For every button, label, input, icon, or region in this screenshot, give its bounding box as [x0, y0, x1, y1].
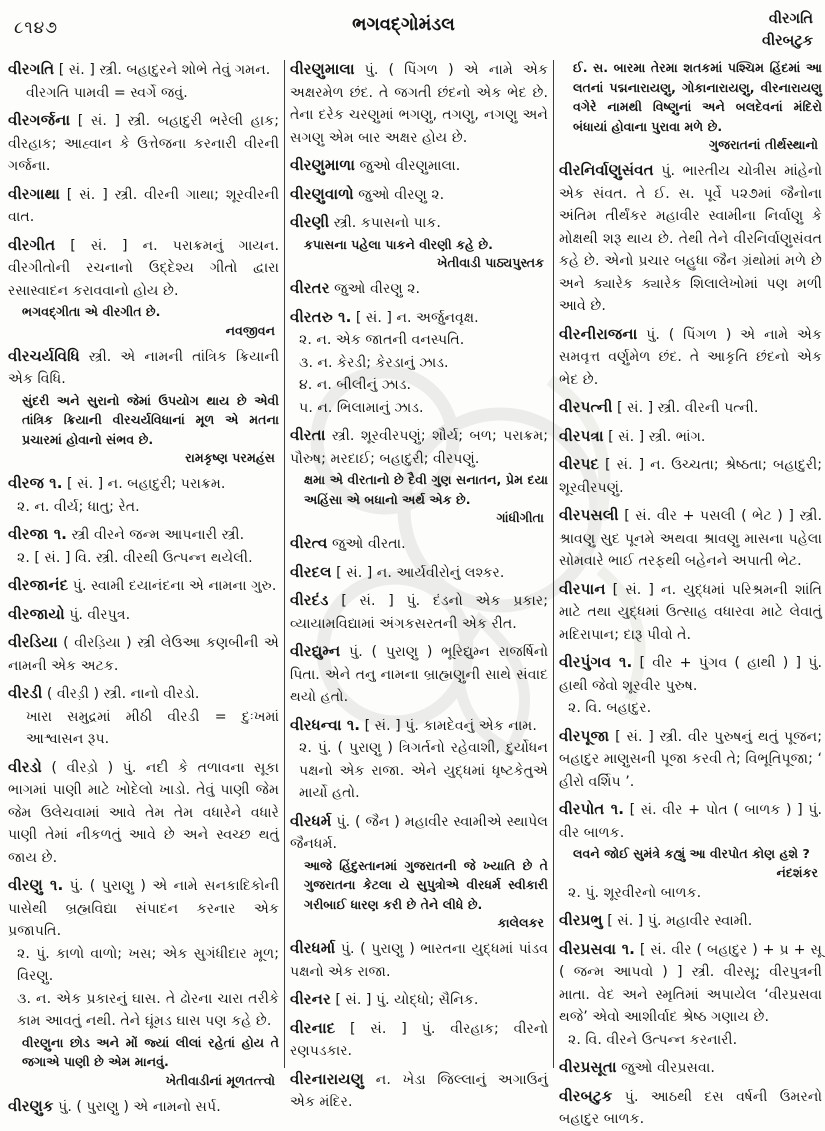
- page-body: [0, 54, 825, 1127]
- dictionary-entry: [290, 810, 548, 933]
- dictionary-entry: [290, 1017, 548, 1063]
- entry-sense: ૨. વિ. વીરને ઉત્પન્ન કરનારી.: [568, 1031, 738, 1048]
- entry-headword: વીરપાન: [559, 579, 606, 598]
- entry-headword: વીરજ ૧.: [8, 474, 63, 492]
- entry-headword: વીરજા ૧.: [8, 525, 67, 543]
- entry-definition: વીરણુ ૧. પું. ( પુરાણુ ) એ નામે સનકાદિકોની પાસેથી બ્રહ્મવિદ્યા સંપાદન કરનાર એક પ્રજાપતિ.: [8, 876, 279, 939]
- dictionary-entry: [559, 396, 822, 420]
- column-2: [290, 58, 549, 1110]
- entry-sense: ૨. વિ. બહાદુર.: [568, 700, 652, 716]
- page-number: ૮૧૪૭: [14, 18, 59, 38]
- entry-definition: વીરડો ( વીરડ઼ો ) પું. નદી કે તળાવના સૂકા ભાગમાં પાણી માટે ખોદેલો ખાડો. તેવું પાણી જેમ જેમ ઉલેચવામાં આવે તેમ તેમ વધારેને વધારે પાણી તેમાં નીકળતું આવે છે અને સ્વચ્છ થતું જાય છે.: [8, 757, 279, 866]
- dictionary-entry: [559, 425, 822, 449]
- entry-definition: વીરજાનંદ પું. સ્વામી દયાનંદના એ નામના ગુરુ.: [8, 576, 277, 594]
- entry-sense: ૨. [ સં. ] વિ. સ્ત્રી. વીરથી ઉત્પન્ન થયેલી.: [17, 549, 253, 566]
- entry-definition: વીરનારાયણુ ન. ખેડા જિલ્લાનું અગાઉનું એક મંદિર.: [290, 1069, 548, 1110]
- dictionary-entry: [290, 1068, 548, 1114]
- quote-source: નવજીવન: [225, 322, 275, 338]
- dictionary-entry: [559, 909, 822, 933]
- dictionary-entry: [559, 1085, 822, 1131]
- entry-definition: વીરપાન [ સં. ] ન. યુદ્ધમાં પરિશ્રમની શાંતિ માટે તથા યુદ્ધમાં ઉત્સાહ વધારવા માટે લેવાતું મદિરાપાન; દારૂ પીવો તે.: [559, 579, 822, 643]
- quote-source: ગુજરાતનાં તીર્થસ્થાનો: [708, 137, 818, 152]
- entry-headword: વીરપ્રસવા ૧.: [559, 939, 635, 958]
- entry-headword: વીરનીરાજના: [559, 324, 638, 343]
- entry-headword: વીરત્વ: [290, 534, 328, 552]
- entry-definition: વીરધર્મ પું. ( જૈન ) મહાવીર સ્વામીએ સ્થાપેલ જૈનધર્મ.: [290, 811, 548, 852]
- entry-headword: વીરધર્મ: [290, 811, 332, 830]
- entry-definition: વીરનિર્વાણુસંવત પું. ભારતીય ચોત્રીસ માંહેનો એક સંવત. તે ઈ. સ. પૂર્વે ૫૨૭માં જૈનોના અંતિમ તીર્થંકર મહાવીર સ્વામીના નિર્વાણુ કે મોક્ષથી શરૂ થાય છે. તેથી તેને વીરનિર્વાણુસંવત કહે છે. એનો પ્રચાર બહુધા જૈન ગ્રંથોમાં મળે છે અને ક્યારેક ક્યારેક શિલાલેખોમાં પણ મળી આવે છે.: [559, 161, 822, 314]
- entry-headword: વીરજાનંદ: [8, 576, 69, 594]
- column-3: [559, 58, 823, 1127]
- entry-definition: વીરડિયા ( વીરડ઼િયા ) સ્ત્રી લેઉઆ કણબીની એ નામની એક અટક.: [8, 633, 279, 674]
- entry-quote: ભગવદ્ગીતા એ વીરગીત છે.: [22, 304, 161, 319]
- entry-definition: વીરગતિ [ સં. ] સ્ત્રી. બહાદુરને શોભે તેવું ગમન.: [8, 60, 271, 78]
- entry-definition: વીરજ ૧. [ સં. ] ન. બહાદુરી; પરાક્રમ.: [8, 474, 226, 492]
- entry-definition: વીરતા સ્ત્રી. શૂરવીરપણું; શૌર્ય; બળ; પરાક્રમ; પૌરુષ; મરદાઈ; બહાદુરી; વીરપણું.: [290, 426, 548, 467]
- dictionary-entry: [559, 1056, 822, 1080]
- quote-source: રામકૃષ્ણ પરમહંસ: [185, 450, 275, 465]
- dictionary-entry: [559, 323, 822, 392]
- entry-definition: વીરપોત ૧. [ સં. વીર + પોત ( બાળક ) ] પું. વીર બાળક.: [559, 800, 822, 841]
- dictionary-entry: [559, 578, 822, 647]
- entry-definition: વીરણુક પું. ( પુરાણુ ) એ નામનો સર્પ.: [8, 1096, 221, 1115]
- dictionary-entry: [8, 109, 279, 178]
- entry-quote: સુંદરી અને સુરાનો જેમાં ઉપયોગ થાય છે એવી તાંત્રિક ક્રિયાની વીરચર્યવિધાનાં મૂળ એ મતના પ્રચારમાં હોવાનો સંભવ છે.: [22, 392, 279, 447]
- quote-source: ખેતીવાડી પાઠ્યપુસ્તક: [437, 255, 544, 270]
- dictionary-entry: [559, 651, 822, 720]
- dictionary-entry: [8, 1095, 279, 1119]
- dictionary-entry: [290, 58, 548, 149]
- entry-quote: વીરણુના છોડ અને મોં જ્યાં લીલાં રહેતાં હોય તે જગાએ પાણી છે એમ માનવું.: [22, 1034, 279, 1069]
- entry-definition: વીરગાથા [ સં. ] સ્ત્રી. વીરની ગાથા; શૂરવીરની વાત.: [8, 184, 280, 225]
- dictionary-entry: [290, 714, 548, 805]
- entry-headword: વીરનર: [290, 990, 331, 1008]
- entry-headword: વીરપ્રભુ: [559, 911, 603, 929]
- entry-headword: વીરપત્ની: [559, 398, 613, 416]
- dictionary-entry: [290, 532, 548, 556]
- entry-definition: વીરધર્મા પું. ( પુરાણુ ) ભારતના યુદ્ધમાં પાંડવ પક્ષનો એક રાજા.: [290, 939, 548, 980]
- dictionary-entry: [290, 424, 548, 527]
- entry-definition: વીરતરુ ૧. [ સં. ] ન. અર્જુનવૃક્ષ.: [290, 307, 479, 326]
- entry-definition: વીરણુવાળો જુઓ વીરણુ ૨.: [290, 184, 445, 203]
- entry-quote: લવને જોઈ સુમંત્રે કહ્યું આ વીરપોત કોણ હશે ?: [573, 846, 810, 861]
- dictionary-entry: [8, 874, 279, 1090]
- entry-definition: વીરગર્જના [ સં. ] સ્ત્રી. બહાદુરી ભરેલી હાક; વીરહાક; આહ્વાન કે ઉત્તેજના કરનારી વીરની ગર્જના.: [8, 111, 279, 174]
- dictionary-entry: [290, 306, 548, 420]
- dictionary-entry: [290, 154, 548, 178]
- entry-sense: ૨. ન. એક જાતની વનસ્પતિ.: [299, 332, 465, 348]
- column-divider: [284, 60, 285, 1068]
- entry-headword: વીરચર્યવિધિ: [8, 346, 80, 365]
- dictionary-entry: [8, 234, 279, 340]
- entry-definition: વીરપુંગવ ૧. [ વીર + પુંગવ ( હાથી ) ] પું. હાથી જેવો શૂરવીર પુરુષ.: [559, 653, 823, 694]
- quote-source: ગાંધીગીતા: [496, 510, 544, 525]
- dictionary-entry: [8, 756, 279, 870]
- entry-headword: વીરદલ: [290, 562, 332, 581]
- entry-definition: વીરપ્રભુ [ સં. ] પું. મહાવીર સ્વામી.: [559, 911, 753, 929]
- entry-sense: ૨. ન. વીર્ય; ધાતુ; રેત.: [17, 498, 140, 515]
- dictionary-entry: [8, 183, 279, 229]
- entry-headword: વીરણુવાળો: [290, 184, 354, 203]
- quote-source: ખેતીવાડીનાં મૂળતત્ત્વો: [165, 1072, 275, 1088]
- dictionary-entry: [290, 988, 548, 1012]
- dictionary-entry: [290, 561, 548, 585]
- entry-definition: વીરગીત [ સં. ] ન. પરાક્રમનું ગાયન. વીરગીતોની રચનાનો ઉદ્દેશ્ય ગીતો દ્વારા રસાસ્વાદન કરાવવાનો હોય છે.: [8, 235, 279, 299]
- dictionary-entry: [8, 523, 279, 569]
- entry-definition: વીરડી ( વીરડ઼ી ) સ્ત્રી. નાનો વીરડો.: [8, 684, 200, 702]
- entry-sense: ૨. પું. શૂરવીરનો બાળક.: [568, 884, 702, 901]
- entry-definition: વીરધન્વા ૧. [ સં. ] પું. કામદેવનું એક નામ.: [290, 715, 537, 734]
- entry-definition: વીરપસલી [ સં. વીર + પસલી ( ભેટ ) ] સ્ત્રી. શ્રાવણુ સુદ પૂનમે અથવા શ્રાવણુ માસના પહેલા સોમવારે ભાઈ તરફથી બહેનને અપાતી ભેટ.: [559, 506, 822, 569]
- entry-sense: ૨. પું. ( પુરાણુ ) ત્રિગર્તનો રહેવાશી, દુર્યોધન પક્ષનો એક રાજા. એને યુદ્ધમાં ધૃષ્ટકેતુએ માર્યો હતો.: [299, 740, 548, 801]
- entry-definition: વીરચર્યવિધિ સ્ત્રી. એ નામની તાંત્રિક ક્રિયાની એક વિધિ.: [8, 346, 280, 387]
- dictionary-entry: [290, 183, 548, 207]
- entry-headword: વીરજાયો: [8, 604, 65, 623]
- entry-sense: ૨. પું. કાળો વાળો; ખસ; એક સુગંધીદાર મૂળ; વિરણુ.: [17, 945, 279, 984]
- entry-definition: વીરત્વ જુઓ વીરતા.: [290, 534, 406, 552]
- entry-headword: વીરગતિ: [8, 60, 55, 78]
- entry-headword: વીરનિર્વાણુસંવત: [559, 161, 654, 179]
- entry-sense: ૫. ન. ભિલામાનું ઝાડ.: [299, 399, 424, 416]
- entry-headword: વીરડો: [8, 757, 42, 776]
- entry-definition: વીરતર જુઓ વીરણુ ૨.: [290, 279, 421, 297]
- entry-headword: વીરપત્રા: [559, 426, 604, 445]
- entry-headword: વીરડિયા: [8, 633, 58, 651]
- entry-headword: વીરદ્યુમ્ન: [290, 642, 341, 660]
- entry-definition: વીરદ્યુમ્ન પું. ( પુરાણુ ) ભૂરિદ્યુમ્ન રાજર્ષિનો પિતા. એને તનુ નામના બ્રાહ્મણુની સાથે સંવાદ થયો હતો.: [290, 642, 548, 705]
- entry-headword: વીરણુ ૧.: [8, 876, 64, 894]
- entry-definition: વીરપૂજા [ સં. ] સ્ત્રી. વીર પુરુષનું થતું પૂજન; બહાદુર માણુસની પૂજા કરવી તે; વિભૂતિપૂજા; ‘ હીરો વર્શિપ ’.: [559, 726, 822, 790]
- entry-headword: વીરપ્રસૂતા: [559, 1058, 617, 1076]
- entry-headword: વીરપસલી: [559, 506, 619, 524]
- entry-sense: ૩. ન. કેરડી; કેરડાનું ઝાડ.: [299, 354, 449, 371]
- entry-quote: ક્ષમા એ વીરતાનો છે દૈવી ગુણ સનાતન, પ્રેમ દયા અહિંસા એ બધાનો અર્થ એક છે.: [304, 472, 548, 507]
- entry-headword: વીરધર્મા: [290, 939, 336, 957]
- entry-headword: વીરગીત: [8, 235, 56, 254]
- entry-definition: વીરપત્ની [ સં. ] સ્ત્રી. વીરની પત્ની.: [559, 398, 759, 416]
- dictionary-entry: [559, 798, 822, 904]
- column-divider: [553, 60, 554, 1068]
- dictionary-entry: [559, 938, 822, 1052]
- entry-headword: વીરનાદ: [290, 1018, 336, 1037]
- dictionary-entry: [8, 574, 279, 598]
- entry-headword: વીરગર્જના: [8, 111, 71, 129]
- entry-definition: વીરદંડ [ સં. ] પું. દંડનો એક પ્રકાર; વ્યાયામવિદ્યામાં અંગકસરતની એક રીત.: [290, 591, 549, 632]
- entry-definition: વીરજા ૧. સ્ત્રી વીરને જન્મ આપનારી સ્ત્રી.: [8, 525, 245, 543]
- entry-sense: ૪. ન. બીલીનું ઝાડ.: [299, 377, 412, 393]
- entry-headword: વીરધન્વા ૧.: [290, 715, 361, 734]
- entry-headword: વીરપદ: [559, 455, 600, 473]
- entry-quote: આજે હિંદુસ્તાનમાં ગુજરાતની જે ખ્યાતિ છે તે ગુજરાતના કેટલા યે સુપુત્રોએ વીરધર્મ સ્વીકારી ગરીબાઈ ધારણ કરી છે તેને લીધે છે.: [304, 857, 548, 912]
- dictionary-entry: [8, 345, 279, 468]
- entry-headword: વીરબટુક: [559, 1086, 613, 1105]
- dictionary-entry: [290, 277, 548, 301]
- dictionary-entry: [559, 453, 822, 499]
- entry-headword: વીરણુમાળા: [290, 156, 355, 174]
- dictionary-entry: [8, 472, 279, 518]
- entry-quote: કપાસના પહેલા પાકને વીરણી કહે છે.: [304, 236, 493, 252]
- entry-idiom: ખારા સમુદ્રમાં મીઠી વીરડી = દુઃખમાં આશ્વાસન રૂપ.: [26, 708, 279, 747]
- book-title: ભગવદ્ગોમંડલ: [352, 14, 455, 35]
- dictionary-entry: [290, 211, 548, 272]
- entry-headword: વીરપોત ૧.: [559, 800, 624, 818]
- guide-word-bottom: વીરબટુક: [762, 33, 813, 49]
- entry-headword: વીરણી: [290, 213, 330, 231]
- entry-headword: વીરનારાયણુ: [290, 1069, 364, 1088]
- entry-definition: વીરપ્રસવા ૧. [ સં. વીર ( બહાદુર ) + પ્ર + સૂ ( જન્મ આપવો ) ] સ્ત્રી. વીરસૂ; વીરપુત્રની માતા. વેદ અને સ્મૃતિમાં અપાયેલ ‘વીરપ્રસવા થજે’ એવો આશીર્વાદ શ્રેષ્ઠ ગણાય છે.: [559, 939, 823, 1025]
- entry-headword: વીરતા: [290, 426, 326, 444]
- dictionary-entry: [290, 640, 548, 709]
- dictionary-entry: [559, 725, 822, 794]
- dictionary-entry: [290, 589, 548, 635]
- quote-source: નંદશંકર: [776, 864, 818, 880]
- dictionary-entry: [8, 631, 279, 677]
- entry-headword: વીરણુમાલા: [290, 60, 355, 78]
- entry-definition: વીરણુમાલા પું. ( પિંગળ ) એ નામે એક અક્ષરમેળ છંદ. તે જગતી છંદનો એક ભેદ છે. તેના દરેક ચરણુમાં ભગણુ, તગણુ, નગણુ અને સગણુ એમ બાર અક્ષર હોય છે.: [290, 60, 548, 146]
- entry-definition: વીરજાયો પું. વીરપુત્ર.: [8, 604, 131, 623]
- entry-headword: વીરણુક: [8, 1096, 54, 1115]
- entry-headword: વીરતર: [290, 279, 330, 297]
- entry-definition: વીરણુમાળા જુઓ વીરણુમાલા.: [290, 156, 461, 174]
- entry-headword: વીરતરુ ૧.: [290, 307, 352, 326]
- entry-idiom: વીરગતિ પામવી = સ્વર્ગે જવું.: [26, 84, 188, 101]
- dictionary-entry: [290, 937, 548, 983]
- dictionary-entry: [8, 603, 279, 627]
- entry-definition: વીરપદ [ સં. ] ન. ઉચ્ચતા; શ્રેષ્ઠતા; બહાદુરી; શૂરવીરપણું.: [559, 455, 823, 496]
- dictionary-entry: [559, 504, 822, 573]
- entry-definition: વીરદલ [ સં. ] ન. આર્યવીરોનું લશ્કર.: [290, 562, 505, 581]
- guide-words: [683, 8, 813, 52]
- entry-definition: વીરપ્રસૂતા જુઓ વીરપ્રસવા.: [559, 1058, 715, 1076]
- entry-definition: વીરબટુક પું. આઠથી દસ વર્ષની ઉમરનો બહાદુર બાળક.: [559, 1086, 823, 1127]
- entry-definition: વીરનર [ સં. ] પું. યોદ્ધો; સૈનિક.: [290, 990, 479, 1008]
- entry-definition: વીરપત્રા [ સં. ] સ્ત્રી. ભાંગ.: [559, 426, 706, 445]
- column-1: [8, 58, 280, 1115]
- page-header: [0, 0, 825, 54]
- entry-headword: વીરગાથા: [8, 184, 60, 203]
- entry-headword: વીરપૂજા: [559, 726, 610, 745]
- quote-source: કાલેલકર: [497, 915, 544, 930]
- entry-definition: વીરણી સ્ત્રી. કપાસનો પાક.: [290, 213, 441, 231]
- entry-quote: ઈ. સ. બારમા તેરમા શતકમાં પશ્ચિમ હિંદમાં આ લતનાં પદ્મનારાયણુ, ગોકાનારાયણુ, વીરનારાયણુ વગેરે નામથી વિષ્ણુનાં અને બલદેવનાં મંદિરો બંધાયાં હોવાના પુરાવા મળે છે.: [573, 60, 822, 134]
- dictionary-entry: [559, 159, 822, 318]
- dictionary-entry: [559, 58, 822, 154]
- dictionary-entry: [8, 58, 279, 104]
- dictionary-entry: [8, 682, 279, 751]
- entry-definition: વીરનીરાજના પું. ( પિંગળ ) એ નામે એક સમવૃત્ત વર્ણુમેળ છંદ. તે આકૃતિ છંદનો એક ભેદ છે.: [559, 324, 822, 388]
- entry-headword: વીરદંડ: [290, 591, 329, 609]
- guide-word-top: વીરગતિ: [768, 11, 813, 27]
- entry-definition: વીરનાદ [ સં. ] પું. વીરહાક; વીરનો રણપડકાર.: [290, 1018, 549, 1059]
- entry-headword: વીરડી: [8, 684, 43, 702]
- entry-headword: વીરપુંગવ ૧.: [559, 653, 633, 671]
- entry-sense: ૩. ન. એક પ્રકારનું ઘાસ. તે ઢોરના ચારા તરીકે કામ આવતું નથી. તેને ઘૂંમડ ઘાસ પણ કહે છે.: [17, 990, 279, 1029]
